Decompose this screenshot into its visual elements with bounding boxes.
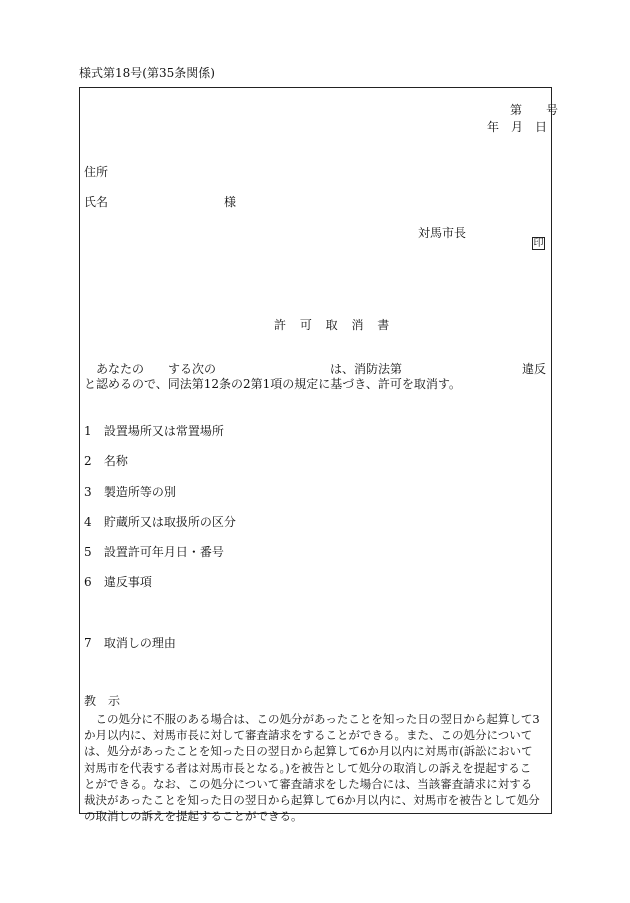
body-text-part1: あなたの: [96, 362, 145, 376]
item-label: 製造所等の別: [103, 485, 176, 499]
list-item: [84, 545, 224, 559]
item-number: 2: [84, 454, 92, 468]
item-label: 違反事項: [103, 575, 152, 589]
notice-line: とができる。なお、この処分について審査請求をした場合には、当該審査請求に対する: [84, 776, 533, 791]
item-label: 設置場所又は常置場所: [103, 424, 224, 438]
body-text-part2: する次の: [168, 362, 217, 376]
body-text-part3: は、消防法第: [330, 362, 403, 376]
item-label: 取消しの理由: [103, 636, 176, 650]
name-label: 氏名: [84, 195, 109, 209]
list-item: [84, 636, 176, 650]
item-number: 3: [84, 485, 92, 499]
notice-line: 対馬市を代表する者は対馬市長となる。)を被告として処分の取消しの訴えを提起するこ: [84, 760, 532, 775]
body-text-part4: 違反: [522, 362, 547, 376]
notice-heading: 教 示: [84, 694, 121, 708]
list-item: [84, 424, 224, 438]
notice-line: 裁決があったことを知った日の翌日から起算して6か月以内に、対馬市を被告として処分: [84, 793, 540, 808]
item-label: 設置許可年月日・番号: [103, 545, 224, 559]
address-label: 住所: [84, 165, 109, 179]
list-item: [84, 485, 176, 499]
item-number: 7: [84, 636, 92, 650]
notice-line: か月以内に、対馬市長に対して審査請求をすることができる。また、この処分について: [84, 728, 533, 743]
body-text-line2: と認めるので、同法第12条の2第1項の規定に基づき、許可を取消す。: [84, 377, 461, 391]
item-number: 1: [84, 424, 92, 438]
item-label: 貯蔵所又は取扱所の区分: [103, 515, 236, 529]
list-item: [84, 454, 128, 468]
item-label: 名称: [103, 454, 128, 468]
list-item: [84, 575, 152, 589]
list-item: [84, 515, 236, 529]
form-frame: [79, 87, 552, 814]
notice-body: [84, 711, 546, 824]
item-number: 6: [84, 575, 92, 589]
notice-line: は、処分があったことを知った日の翌日から起算して6か月以内に対馬市(訴訟において: [84, 744, 533, 759]
notice-line: この処分に不服のある場合は、この処分があったことを知った日の翌日から起算して3: [84, 712, 540, 726]
form-number: 様式第18号(第35条関係): [79, 66, 215, 80]
seal-mark: 印: [533, 238, 544, 249]
item-number: 5: [84, 545, 92, 559]
document-title: 許 可 取 消 書: [274, 318, 395, 332]
document-date: 年 月 日: [487, 120, 548, 134]
item-number: 4: [84, 515, 92, 529]
document-number: 第 号: [510, 103, 559, 117]
notice-line: の取消しの訴えを提起することができる。: [84, 809, 303, 824]
honorific: 様: [224, 195, 237, 209]
issuer-name: 対馬市長: [418, 226, 467, 240]
